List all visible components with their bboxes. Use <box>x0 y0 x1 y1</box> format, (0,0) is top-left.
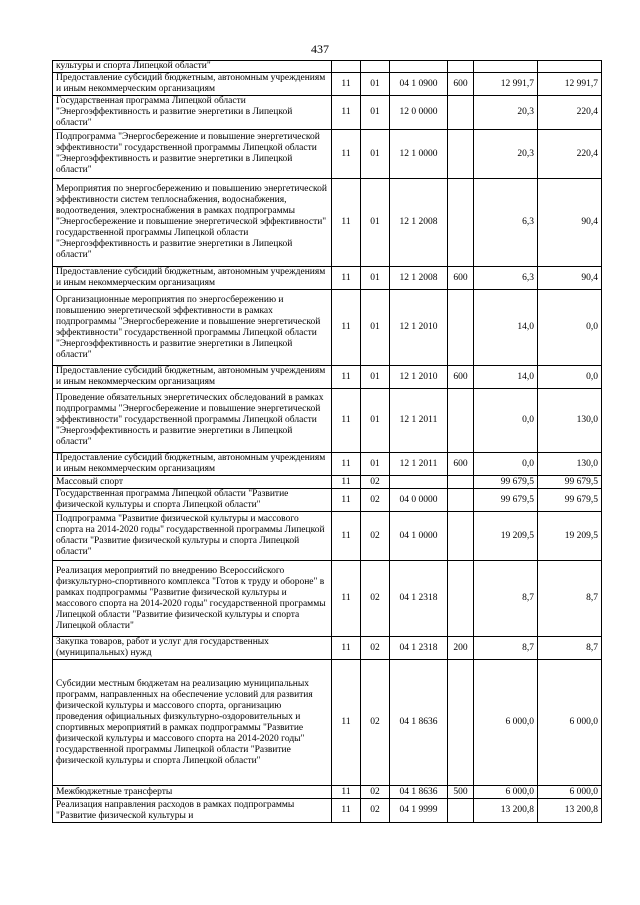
amount-year1-cell: 6,3 <box>474 267 538 290</box>
amount-year2-cell: 90,4 <box>538 179 602 267</box>
subsection-code-cell: 01 <box>361 453 390 476</box>
section-code-cell <box>332 61 361 73</box>
table-row <box>53 366 602 389</box>
amount-year1-cell: 12 991,7 <box>474 73 538 96</box>
subsection-code-cell: 01 <box>361 366 390 389</box>
expense-type-cell <box>448 512 474 561</box>
amount-year2-cell: 8,7 <box>538 637 602 660</box>
row-name-cell: Мероприятия по энергосбережению и повышению энергетической эффективности систем теплоснабжения, водоснабжения, водоотведения, электроснабжения в рамках подпрограммы "Энергосбережение и повышение энергетической эффективности" государственной программы Липецкой области "Энергоэффективность и развитие энергетики в Липецкой области" <box>53 179 332 267</box>
target-article-cell: 04 1 8636 <box>390 786 448 799</box>
table-row <box>53 96 602 130</box>
subsection-code-cell: 02 <box>361 512 390 561</box>
subsection-code-cell: 02 <box>361 561 390 637</box>
amount-year1-cell <box>474 61 538 73</box>
expense-type-cell <box>448 96 474 130</box>
row-name-cell: Массовый спорт <box>53 476 332 489</box>
target-article-cell: 12 1 2008 <box>390 179 448 267</box>
subsection-code-cell: 02 <box>361 476 390 489</box>
row-name-cell: Реализация направления расходов в рамках подпрограммы "Развитие физической культуры и <box>53 799 332 823</box>
amount-year1-cell: 6 000,0 <box>474 786 538 799</box>
target-article-cell: 12 1 0000 <box>390 130 448 179</box>
expense-type-cell <box>448 476 474 489</box>
expense-type-cell <box>448 660 474 786</box>
table-row <box>53 512 602 561</box>
row-name-cell: Проведение обязательных энергетических обследований в рамках подпрограммы "Энергосбережение и повышение энергетической эффективности" государственной программы Липецкой области "Энергоэффективность и развитие энергетики в Липецкой области" <box>53 389 332 453</box>
table-row <box>53 637 602 660</box>
expense-type-cell: 600 <box>448 73 474 96</box>
subsection-code-cell: 02 <box>361 799 390 823</box>
expense-type-cell: 200 <box>448 637 474 660</box>
section-code-cell: 11 <box>332 389 361 453</box>
section-code-cell: 11 <box>332 290 361 366</box>
section-code-cell: 11 <box>332 489 361 512</box>
row-name-cell: Подпрограмма "Энергосбережение и повышение энергетической эффективности" государственной программы Липецкой области "Энергоэффективность и развитие энергетики в Липецкой области" <box>53 130 332 179</box>
target-article-cell <box>390 476 448 489</box>
table-row <box>53 73 602 96</box>
subsection-code-cell: 01 <box>361 179 390 267</box>
row-name-cell: Закупка товаров, работ и услуг для государственных (муниципальных) нужд <box>53 637 332 660</box>
amount-year2-cell: 6 000,0 <box>538 660 602 786</box>
amount-year1-cell: 20,3 <box>474 130 538 179</box>
expense-type-cell: 500 <box>448 786 474 799</box>
section-code-cell: 11 <box>332 799 361 823</box>
amount-year2-cell: 8,7 <box>538 561 602 637</box>
amount-year1-cell: 8,7 <box>474 637 538 660</box>
expense-type-cell <box>448 799 474 823</box>
row-name-cell: Предоставление субсидий бюджетным, автономным учреждениям и иным некоммерческим организациям <box>53 267 332 290</box>
expense-type-cell: 600 <box>448 366 474 389</box>
expense-type-cell <box>448 389 474 453</box>
expense-type-cell <box>448 561 474 637</box>
amount-year2-cell: 220,4 <box>538 96 602 130</box>
row-name-cell: Межбюджетные трансферты <box>53 786 332 799</box>
table-row <box>53 61 602 73</box>
row-name-cell: культуры и спорта Липецкой области" <box>53 61 332 73</box>
table-row <box>53 476 602 489</box>
subsection-code-cell: 01 <box>361 73 390 96</box>
amount-year1-cell: 20,3 <box>474 96 538 130</box>
section-code-cell: 11 <box>332 561 361 637</box>
amount-year2-cell: 220,4 <box>538 130 602 179</box>
section-code-cell: 11 <box>332 476 361 489</box>
amount-year2-cell: 90,4 <box>538 267 602 290</box>
expense-type-cell: 600 <box>448 267 474 290</box>
section-code-cell: 11 <box>332 96 361 130</box>
target-article-cell: 12 1 2010 <box>390 366 448 389</box>
budget-table <box>52 60 602 823</box>
section-code-cell: 11 <box>332 267 361 290</box>
amount-year1-cell: 99 679,5 <box>474 476 538 489</box>
table-row <box>53 389 602 453</box>
expense-type-cell <box>448 130 474 179</box>
row-name-cell: Организационные мероприятия по энергосбережению и повышению энергетической эффективности в рамках подпрограммы "Энергосбережение и повышение энергетической эффективности" государственной программы Липецкой области "Энергоэффективность и развитие энергетики в Липецкой области" <box>53 290 332 366</box>
subsection-code-cell: 01 <box>361 290 390 366</box>
amount-year2-cell: 12 991,7 <box>538 73 602 96</box>
section-code-cell: 11 <box>332 366 361 389</box>
section-code-cell: 11 <box>332 453 361 476</box>
row-name-cell: Предоставление субсидий бюджетным, автономным учреждениям и иным некоммерческим организациям <box>53 453 332 476</box>
table-row <box>53 130 602 179</box>
section-code-cell: 11 <box>332 512 361 561</box>
target-article-cell: 04 1 9999 <box>390 799 448 823</box>
row-name-cell: Реализация мероприятий по внедрению Всероссийского физкультурно-спортивного комплекса "Готов к труду и обороне" в рамках подпрограммы "Развитие физической культуры и массового спорта на 2014-2020 годы" государственной программы Липецкой области "Развитие физической культуры и спорта Липецкой области" <box>53 561 332 637</box>
target-article-cell: 04 1 0900 <box>390 73 448 96</box>
subsection-code-cell: 01 <box>361 130 390 179</box>
subsection-code-cell: 02 <box>361 786 390 799</box>
row-name-cell: Субсидии местным бюджетам на реализацию муниципальных программ, направленных на обеспечение условий для развития физической культуры и массового спорта, организацию проведения официальных физкультурно-оздоровительных и спортивных мероприятий в рамках подпрограммы "Развитие физической культуры и массового спорта на 2014-2020 годы" государственной программы Липецкой области "Развитие физической культуры и спорта Липецкой области" <box>53 660 332 786</box>
expense-type-cell <box>448 290 474 366</box>
target-article-cell: 04 1 0000 <box>390 512 448 561</box>
subsection-code-cell: 01 <box>361 389 390 453</box>
amount-year2-cell: 99 679,5 <box>538 489 602 512</box>
row-name-cell: Государственная программа Липецкой области "Энергоэффективность и развитие энергетики в Липецкой области" <box>53 96 332 130</box>
amount-year1-cell: 6 000,0 <box>474 660 538 786</box>
subsection-code-cell <box>361 61 390 73</box>
target-article-cell: 12 0 0000 <box>390 96 448 130</box>
table-body <box>53 61 602 823</box>
target-article-cell: 04 1 2318 <box>390 561 448 637</box>
section-code-cell: 11 <box>332 786 361 799</box>
target-article-cell: 04 0 0000 <box>390 489 448 512</box>
page-number: 437 <box>311 42 329 56</box>
table-row <box>53 561 602 637</box>
expense-type-cell <box>448 489 474 512</box>
subsection-code-cell: 01 <box>361 96 390 130</box>
section-code-cell: 11 <box>332 637 361 660</box>
section-code-cell: 11 <box>332 73 361 96</box>
subsection-code-cell: 02 <box>361 489 390 512</box>
expense-type-cell <box>448 179 474 267</box>
amount-year1-cell: 0,0 <box>474 389 538 453</box>
amount-year1-cell: 14,0 <box>474 366 538 389</box>
amount-year1-cell: 19 209,5 <box>474 512 538 561</box>
section-code-cell: 11 <box>332 130 361 179</box>
amount-year2-cell: 0,0 <box>538 366 602 389</box>
row-name-cell: Предоставление субсидий бюджетным, автономным учреждениям и иным некоммерческим организациям <box>53 366 332 389</box>
table-row <box>53 799 602 823</box>
subsection-code-cell: 01 <box>361 267 390 290</box>
amount-year1-cell: 6,3 <box>474 179 538 267</box>
table-row <box>53 179 602 267</box>
table-row <box>53 489 602 512</box>
table-row <box>53 786 602 799</box>
subsection-code-cell: 02 <box>361 637 390 660</box>
amount-year1-cell: 8,7 <box>474 561 538 637</box>
table-row <box>53 267 602 290</box>
target-article-cell: 12 1 2011 <box>390 453 448 476</box>
target-article-cell: 04 1 8636 <box>390 660 448 786</box>
subsection-code-cell: 02 <box>361 660 390 786</box>
target-article-cell <box>390 61 448 73</box>
amount-year2-cell: 6 000,0 <box>538 786 602 799</box>
amount-year1-cell: 99 679,5 <box>474 489 538 512</box>
section-code-cell: 11 <box>332 660 361 786</box>
amount-year2-cell: 19 209,5 <box>538 512 602 561</box>
target-article-cell: 04 1 2318 <box>390 637 448 660</box>
table-row <box>53 453 602 476</box>
amount-year1-cell: 13 200,8 <box>474 799 538 823</box>
row-name-cell: Подпрограмма "Развитие физической культуры и массового спорта на 2014-2020 годы" государственной программы Липецкой области "Развитие физической культуры и спорта Липецкой области" <box>53 512 332 561</box>
target-article-cell: 12 1 2008 <box>390 267 448 290</box>
amount-year1-cell: 14,0 <box>474 290 538 366</box>
amount-year1-cell: 0,0 <box>474 453 538 476</box>
amount-year2-cell <box>538 61 602 73</box>
amount-year2-cell: 13 200,8 <box>538 799 602 823</box>
target-article-cell: 12 1 2011 <box>390 389 448 453</box>
expense-type-cell: 600 <box>448 453 474 476</box>
amount-year2-cell: 130,0 <box>538 389 602 453</box>
row-name-cell: Предоставление субсидий бюджетным, автономным учреждениям и иным некоммерческим организациям <box>53 73 332 96</box>
expense-type-cell <box>448 61 474 73</box>
amount-year2-cell: 0,0 <box>538 290 602 366</box>
section-code-cell: 11 <box>332 179 361 267</box>
row-name-cell: Государственная программа Липецкой области "Развитие физической культуры и спорта Липецкой области" <box>53 489 332 512</box>
target-article-cell: 12 1 2010 <box>390 290 448 366</box>
amount-year2-cell: 99 679,5 <box>538 476 602 489</box>
table-row <box>53 660 602 786</box>
amount-year2-cell: 130,0 <box>538 453 602 476</box>
table-row <box>53 290 602 366</box>
